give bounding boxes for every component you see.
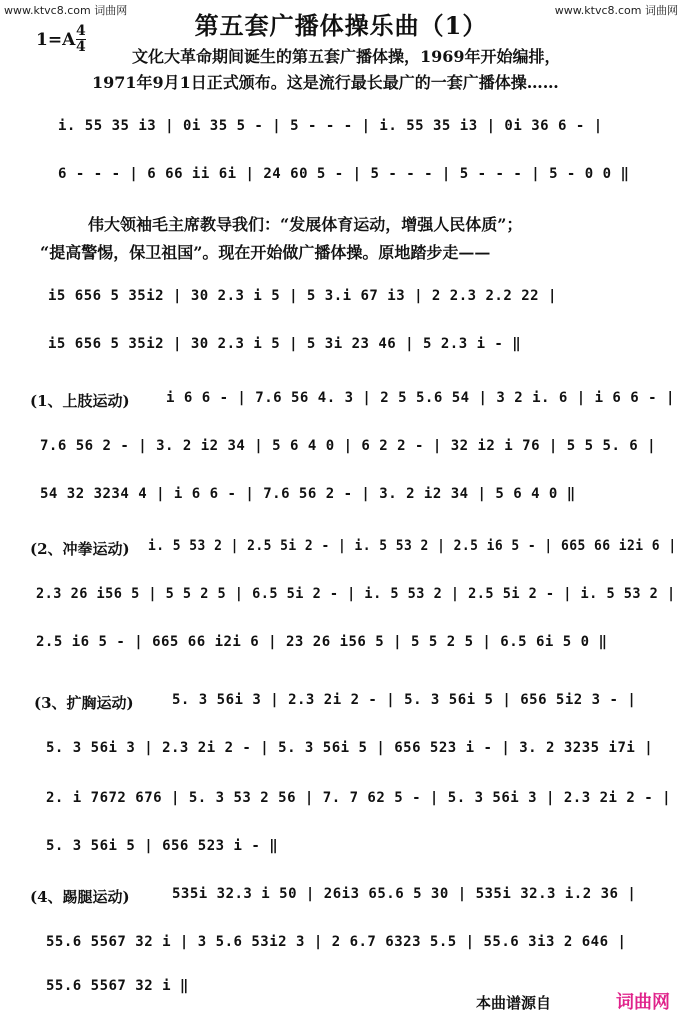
section-1-label: (1、上肢运动)	[30, 392, 130, 410]
section-2-line-3: 2.5 i6 5 - | 665 66 i2i 6 | 23 26 i56 5 | 5 5 2 5 | 6.5 6i 5 0 ‖	[36, 634, 608, 650]
time-signature	[76, 24, 86, 55]
site-watermark-right: www.ktvc8.com 词曲网	[554, 4, 678, 17]
section-4-label: (4、踢腿运动)	[30, 888, 130, 906]
song-title: 第五套广播体操乐曲（1）	[194, 11, 488, 40]
section-2-line-2: 2.3 26 i56 5 | 5 5 2 5 | 6.5 5i 2 - | i. 5 53 2 | 2.5 5i 2 - | i. 5 53 2 |	[36, 586, 676, 602]
march-line-2: i5 656 5 35i2 | 30 2.3 i 5 | 5 3i 23 46 | 5 2.3 i - ‖	[48, 336, 522, 352]
source-label: 本曲谱源自	[476, 994, 552, 1012]
section-3-label: (3、扩胸运动)	[34, 694, 134, 712]
section-2-label: (2、冲拳运动)	[30, 540, 130, 558]
time-signature-top: 4	[76, 23, 86, 39]
intro-line-1: 文化大革命期间诞生的第五套广播体操，1969年开始编排，	[132, 47, 561, 66]
section-3-line-1: 5. 3 56i 3 | 2.3 2i 2 - | 5. 3 56i 5 | 656 5i2 3 - |	[172, 692, 637, 708]
section-3-line-3: 2. i 7672 676 | 5. 3 53 2 56 | 7. 7 62 5 - | 5. 3 56i 3 | 2.3 2i 2 - |	[46, 790, 672, 806]
quote-line-1: 伟大领袖毛主席教导我们：“发展体育运动，增强人民体质”；	[88, 215, 523, 234]
section-1-line-1: i 6 6 - | 7.6 56 4. 3 | 2 5 5.6 54 | 3 2 i. 6 | i 6 6 - |	[166, 390, 675, 406]
section-1-line-3: 54 32 3234 4 | i 6 6 - | 7.6 56 2 - | 3. 2 i2 34 | 5 6 4 0 ‖	[40, 486, 576, 502]
section-4-line-3: 55.6 5567 32 i ‖	[46, 978, 189, 994]
section-2-line-1: i. 5 53 2 | 2.5 5i 2 - | i. 5 53 2 | 2.5 i6 5 - | 665 66 i2i 6 |	[148, 538, 677, 554]
time-signature-bottom: 4	[76, 39, 86, 55]
prelude-line-1: i. 55 35 i3 | 0i 35 5 - | 5 - - - | i. 55 35 i3 | 0i 36 6 - |	[58, 118, 603, 134]
site-watermark-left: www.ktvc8.com 词曲网	[4, 4, 128, 17]
intro-line-2: 1971年9月1日正式颁布。这是流行最长最广的一套广播体操……	[92, 73, 559, 92]
site-logo: 词曲网	[616, 992, 670, 1013]
quote-line-2: “提高警惕，保卫祖国”。现在开始做广播体操。原地踏步走——	[40, 243, 491, 262]
section-4-line-1: 535i 32.3 i 50 | 26i3 65.6 5 30 | 535i 32.3 i.2 36 |	[172, 886, 637, 902]
section-1-line-2: 7.6 56 2 - | 3. 2 i2 34 | 5 6 4 0 | 6 2 2 - | 32 i2 i 76 | 5 5 5. 6 |	[40, 438, 657, 454]
prelude-line-2: 6 - - - | 6 66 ii 6i | 24 60 5 - | 5 - - - | 5 - - - | 5 - 0 0 ‖	[58, 166, 630, 182]
section-3-line-2: 5. 3 56i 3 | 2.3 2i 2 - | 5. 3 56i 5 | 656 523 i - | 3. 2 3235 i7i |	[46, 740, 654, 756]
key-signature: 1=A	[36, 30, 76, 50]
section-4-line-2: 55.6 5567 32 i | 3 5.6 53i2 3 | 2 6.7 6323 5.5 | 55.6 3i3 2 646 |	[46, 934, 627, 950]
march-line-1: i5 656 5 35i2 | 30 2.3 i 5 | 5 3.i 67 i3 | 2 2.3 2.2 22 |	[48, 288, 557, 304]
section-3-line-4: 5. 3 56i 5 | 656 523 i - ‖	[46, 838, 279, 854]
